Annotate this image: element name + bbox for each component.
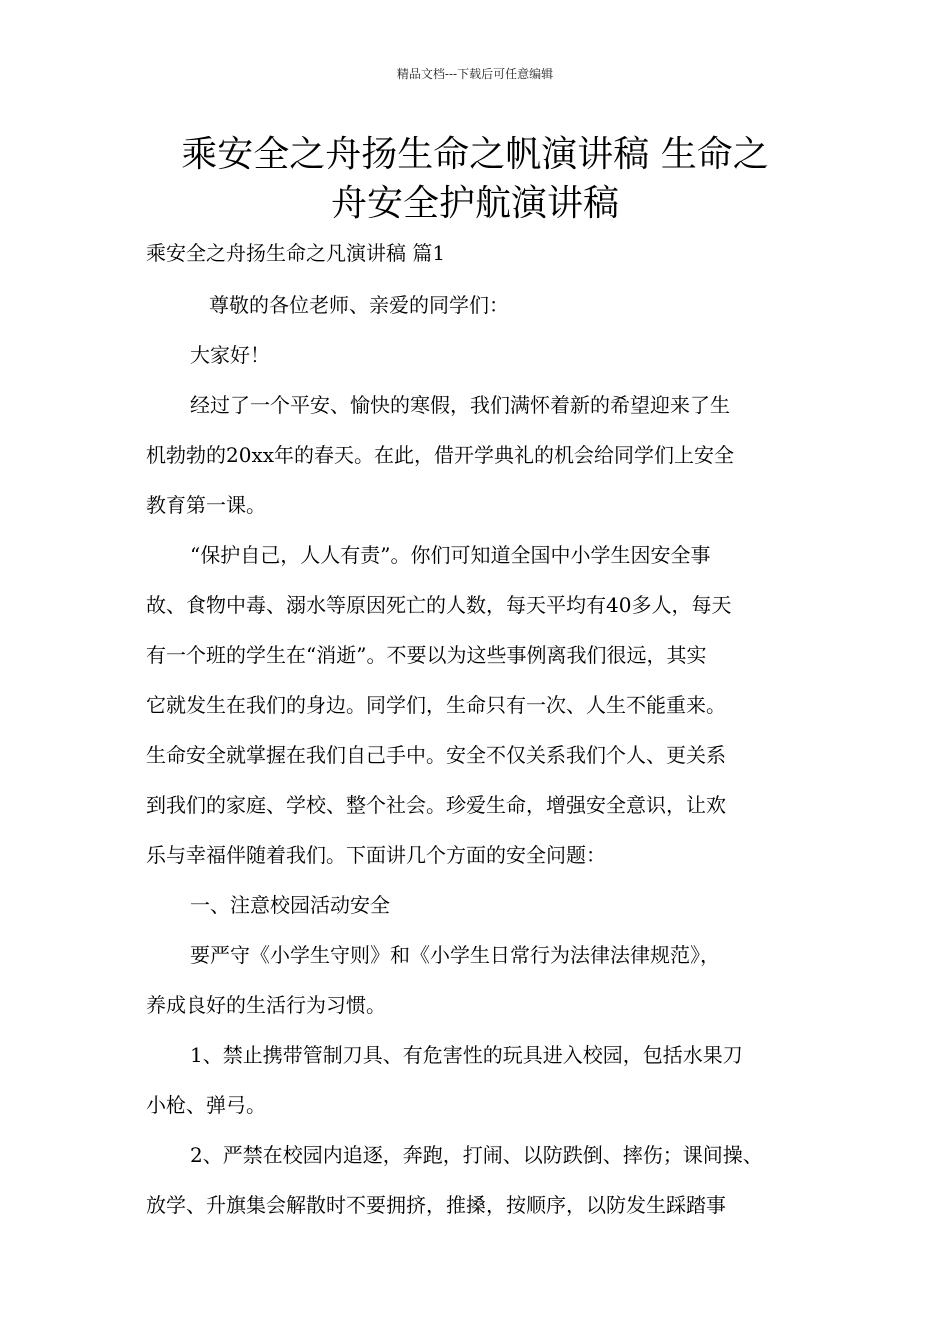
salutation-line: 尊敬的各位老师、亲爱的同学们： <box>209 293 509 317</box>
paragraph-line: 要严守《小学生守则》和《小学生日常行为法律法律规范》， <box>190 943 720 967</box>
title-line-2: 舟安全护航演讲稿 <box>330 183 619 224</box>
document-title <box>120 130 830 228</box>
paragraph-line: 教育第一课。 <box>146 493 266 517</box>
section-heading: 一、注意校园活动安全 <box>190 893 390 917</box>
page-header-note: 精品文档---下载后可任意编辑 <box>396 67 554 81</box>
paragraph-line: 故、食物中毒、溺水等原因死亡的人数，每天平均有40多人，每天 <box>146 593 732 617</box>
paragraph-line: 到我们的家庭、学校、整个社会。珍爱生命，增强安全意识，让欢 <box>146 793 726 817</box>
list-item-line: 小枪、弹弓。 <box>146 1093 266 1117</box>
paragraph-line: 乐与幸福伴随着我们。下面讲几个方面的安全问题： <box>146 843 606 867</box>
paragraph-line: 生命安全就掌握在我们自己手中。安全不仅关系我们个人、更关系 <box>146 743 726 767</box>
paragraph-line: 机勃勃的20xx年的春天。在此，借开学典礼的机会给同学们上安全 <box>146 443 735 467</box>
list-item-line: 放学、升旗集会解散时不要拥挤，推搡，按顺序，以防发生踩踏事 <box>146 1193 726 1217</box>
paragraph-line: 经过了一个平安、愉快的寒假，我们满怀着新的希望迎来了生 <box>190 393 730 417</box>
list-item-line: 2、严禁在校园内追逐，奔跑，打闹、以防跌倒、摔伤；课间操、 <box>190 1143 763 1167</box>
paragraph-line: 它就发生在我们的身边。同学们，生命只有一次、人生不能重来。 <box>146 693 726 717</box>
title-line-1: 乘安全之舟扬生命之帆演讲稿 生命之 <box>181 134 769 175</box>
greeting-line: 大家好！ <box>190 343 270 367</box>
list-item-line: 1、禁止携带管制刀具、有危害性的玩具进入校园，包括水果刀 <box>190 1043 743 1067</box>
paragraph-line: 养成良好的生活行为习惯。 <box>146 993 386 1017</box>
document-subtitle: 乘安全之舟扬生命之凡演讲稿 篇1 <box>146 241 446 265</box>
paragraph-line: 有一个班的学生在“消逝”。不要以为这些事例离我们很远，其实 <box>146 643 707 667</box>
paragraph-line: “保护自己，人人有责”。你们可知道全国中小学生因安全事 <box>190 543 711 567</box>
